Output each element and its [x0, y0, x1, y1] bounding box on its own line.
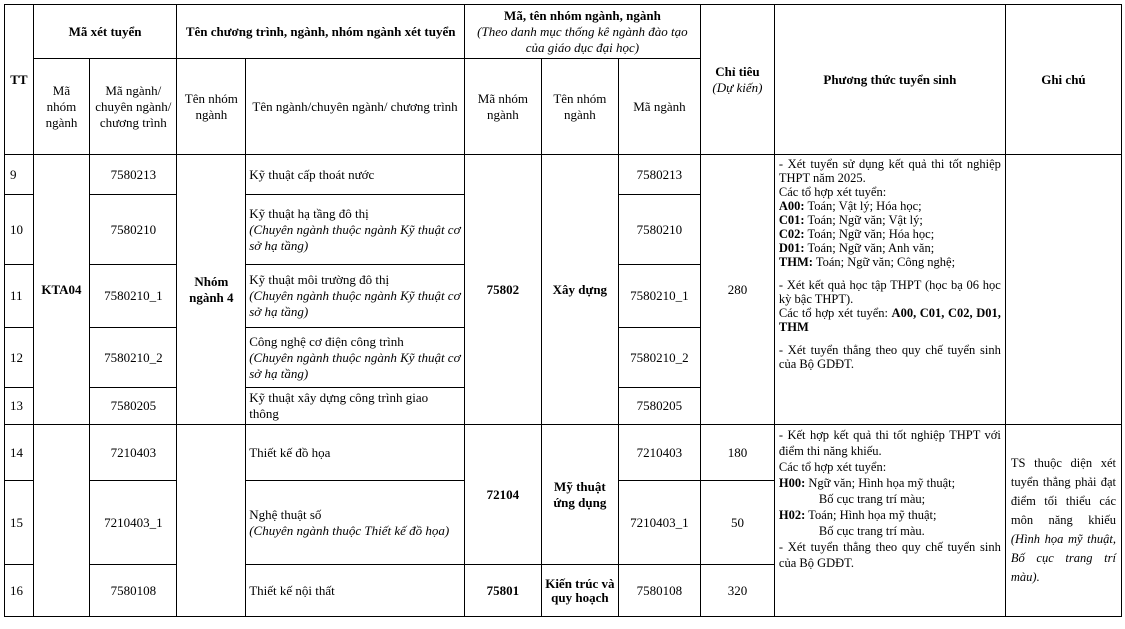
combo-d01 — [779, 241, 1001, 255]
group-ma-nhom: KTA04 — [33, 155, 89, 425]
combo-code: C02: — [778, 227, 805, 241]
row-ma: 7580210 — [90, 195, 177, 265]
table-row — [5, 425, 1122, 481]
header-ma-xet-tuyen: Mã xét tuyển — [33, 5, 177, 59]
combo-subjects-2: Bố cục trang trí màu; — [818, 492, 926, 506]
combo-subjects: Toán; Hình họa mỹ thuật; — [805, 508, 937, 522]
row-ten — [246, 265, 465, 328]
method-line: Các tổ hợp xét tuyển: — [778, 460, 887, 474]
combo-code: H02: — [778, 508, 806, 522]
row-ten — [246, 565, 465, 617]
row-chi-tieu: 320 — [700, 565, 774, 617]
row-chi-tieu: 50 — [700, 481, 774, 565]
row-tt: 13 — [5, 388, 34, 425]
group-ten-nhom-nganh: Xây dựng — [541, 155, 618, 425]
admission-method-1 — [774, 155, 1005, 425]
combo-subjects: Toán; Ngữ văn; Vật lý; — [804, 213, 923, 227]
note-cell — [1005, 425, 1121, 617]
combo-code: C01: — [778, 213, 805, 227]
header-chi-tieu-title: Chỉ tiêu — [715, 63, 760, 79]
header-ma-ten-nhom-subtitle: (Theo danh mục thống kê ngành đào tạo của giáo dục đại học) — [477, 23, 688, 55]
header-chi-tieu — [700, 5, 774, 155]
header-phuong-thuc: Phương thức tuyển sinh — [774, 5, 1005, 155]
row-ten-label: Nghệ thuật số — [249, 506, 322, 522]
combo-c01 — [779, 213, 1001, 227]
method-line: - Xét kết quả học tập THPT (học bạ 06 học kỳ bậc THPT). — [778, 278, 1001, 306]
row-ten-sub: (Chuyên ngành thuộc ngành Kỹ thuật cơ sở hạ tầng) — [249, 288, 461, 319]
row-ma-nganh: 7210403 — [618, 425, 700, 481]
row-tt: 15 — [5, 481, 34, 565]
method-line — [779, 306, 1001, 334]
header-ma-nhom-nganh: Mã nhóm ngành — [33, 59, 89, 155]
header-ma-ten-nhom-title: Mã, tên nhóm ngành, ngành — [504, 7, 661, 23]
method-combos: A00, C01, C02, D01, THM — [778, 306, 1001, 334]
row-ten-sub: (Chuyên ngành thuộc Thiết kế đồ họa) — [249, 522, 450, 538]
note-text: TS thuộc diện xét tuyển thẳng phải đạt điểm tối thiểu các môn năng khiếu — [1010, 456, 1116, 527]
row-ten — [246, 328, 465, 388]
method-line: - Xét tuyển sử dụng kết quả thi tốt nghiệp THPT năm 2025. — [778, 157, 1001, 185]
group-ten-nhom-nganh: Kiến trúc và quy hoạch — [541, 565, 618, 617]
row-chi-tieu: 180 — [700, 425, 774, 481]
note-empty — [1005, 155, 1121, 425]
row-ten — [246, 155, 465, 195]
group-ten-nhom: Nhóm ngành 4 — [177, 155, 246, 425]
header-ma-nganh: Mã ngành — [618, 59, 700, 155]
combo-subjects: Toán; Ngữ văn; Công nghệ; — [812, 255, 956, 269]
group-ma-nhom-nganh: 75802 — [464, 155, 541, 425]
row-ma-nganh: 7580210_1 — [618, 265, 700, 328]
combo-code: D01: — [778, 241, 805, 255]
header-ten-nhom-nganh: Tên nhóm ngành — [177, 59, 246, 155]
combo-subjects: Toán; Ngữ văn; Anh văn; — [804, 241, 935, 255]
combo-code: THM: — [778, 255, 813, 269]
row-ten-label: Kỹ thuật cấp thoát nước — [249, 166, 375, 182]
header-chi-tieu-subtitle: (Dự kiến) — [712, 79, 763, 95]
group-chi-tieu: 280 — [700, 155, 774, 425]
combo-h02 — [779, 507, 1001, 523]
group-ma-nhom-nganh: 75801 — [464, 565, 541, 617]
row-tt: 11 — [5, 265, 34, 328]
row-tt: 12 — [5, 328, 34, 388]
admission-method-2 — [774, 425, 1005, 617]
row-ten-label: Thiết kế nội thất — [249, 582, 335, 598]
row-ten — [246, 195, 465, 265]
row-ten-sub: (Chuyên ngành thuộc ngành Kỹ thuật cơ sở hạ tầng) — [249, 349, 461, 381]
row-tt: 10 — [5, 195, 34, 265]
row-tt: 9 — [5, 155, 34, 195]
row-ten-label: Kỹ thuật xây dựng công trình giao thông — [249, 390, 429, 421]
method-line: - Kết hợp kết quả thi tốt nghiệp THPT với điểm thi năng khiếu. — [778, 428, 1001, 458]
method-line: - Xét tuyển thẳng theo quy chế tuyển sinh của Bộ GDĐT. — [778, 343, 1001, 371]
row-ma: 7580210_1 — [90, 265, 177, 328]
row-ten-label: Thiết kế đồ họa — [249, 444, 331, 460]
row-ten-label: Công nghệ cơ điện công trình — [249, 333, 404, 349]
row-tt: 16 — [5, 565, 34, 617]
row-ma-nganh: 7580210_2 — [618, 328, 700, 388]
admissions-table — [4, 4, 1122, 617]
header-ghi-chu: Ghi chú — [1005, 5, 1121, 155]
row-ma: 7210403_1 — [90, 481, 177, 565]
header-tt: TT — [5, 5, 34, 155]
combo-subjects: Toán; Ngữ văn; Hóa học; — [804, 227, 935, 241]
header-ten-chuong-trinh: Tên chương trình, ngành, nhóm ngành xét tuyển — [177, 5, 464, 59]
header-ten-nganh-chuyen: Tên ngành/chuyên ngành/ chương trình — [246, 59, 465, 155]
header-ten-nhom-nganh-2: Tên nhóm ngành — [541, 59, 618, 155]
header-ma-ten-nhom — [464, 5, 700, 59]
empty-cell — [177, 425, 246, 617]
combo-subjects: Ngữ văn; Hình họa mỹ thuật; — [805, 476, 956, 490]
combo-a00 — [779, 199, 1001, 213]
combo-code: H00: — [778, 476, 806, 490]
method-line: - Xét tuyển thẳng theo quy chế tuyển sinh của Bộ GDĐT. — [778, 540, 1001, 570]
group-ten-nhom-nganh: Mỹ thuật ứng dụng — [541, 425, 618, 565]
row-ten-label: Kỹ thuật hạ tầng đô thị — [249, 205, 369, 221]
row-ma-nganh: 7580108 — [618, 565, 700, 617]
note-text-italic: (Hình họa mỹ thuật, Bố cục trang trí màu). — [1010, 532, 1116, 584]
header-ma-nhom-nganh-2: Mã nhóm ngành — [464, 59, 541, 155]
header-ma-nganh-chuyen: Mã ngành/ chuyên ngành/ chương trình — [90, 59, 177, 155]
combo-subjects: Toán; Vật lý; Hóa học; — [804, 199, 922, 213]
row-ten-label: Kỹ thuật môi trường đô thị — [249, 272, 390, 287]
method-line: Các tổ hợp xét tuyển: — [778, 185, 887, 199]
row-ma: 7580205 — [90, 388, 177, 425]
row-tt: 14 — [5, 425, 34, 481]
row-ten — [246, 388, 465, 425]
row-ma-nganh: 7580213 — [618, 155, 700, 195]
row-ma: 7210403 — [90, 425, 177, 481]
row-ma-nganh: 7210403_1 — [618, 481, 700, 565]
row-ten — [246, 425, 465, 481]
combo-thm — [779, 255, 1001, 269]
group-ma-nhom-nganh: 72104 — [464, 425, 541, 565]
table-row — [5, 155, 1122, 195]
row-ten-sub: (Chuyên ngành thuộc ngành Kỹ thuật cơ sở hạ tầng) — [249, 221, 461, 253]
row-ten — [246, 481, 465, 565]
combo-c02 — [779, 227, 1001, 241]
combo-code: A00: — [778, 199, 805, 213]
empty-cell — [33, 425, 89, 617]
row-ma: 7580213 — [90, 155, 177, 195]
combo-subjects-2: Bố cục trang trí màu. — [818, 524, 925, 538]
method-text: Các tổ hợp xét tuyển: — [778, 306, 892, 320]
combo-h00 — [779, 475, 1001, 491]
row-ma-nganh: 7580210 — [618, 195, 700, 265]
row-ma: 7580210_2 — [90, 328, 177, 388]
row-ma-nganh: 7580205 — [618, 388, 700, 425]
row-ma: 7580108 — [90, 565, 177, 617]
